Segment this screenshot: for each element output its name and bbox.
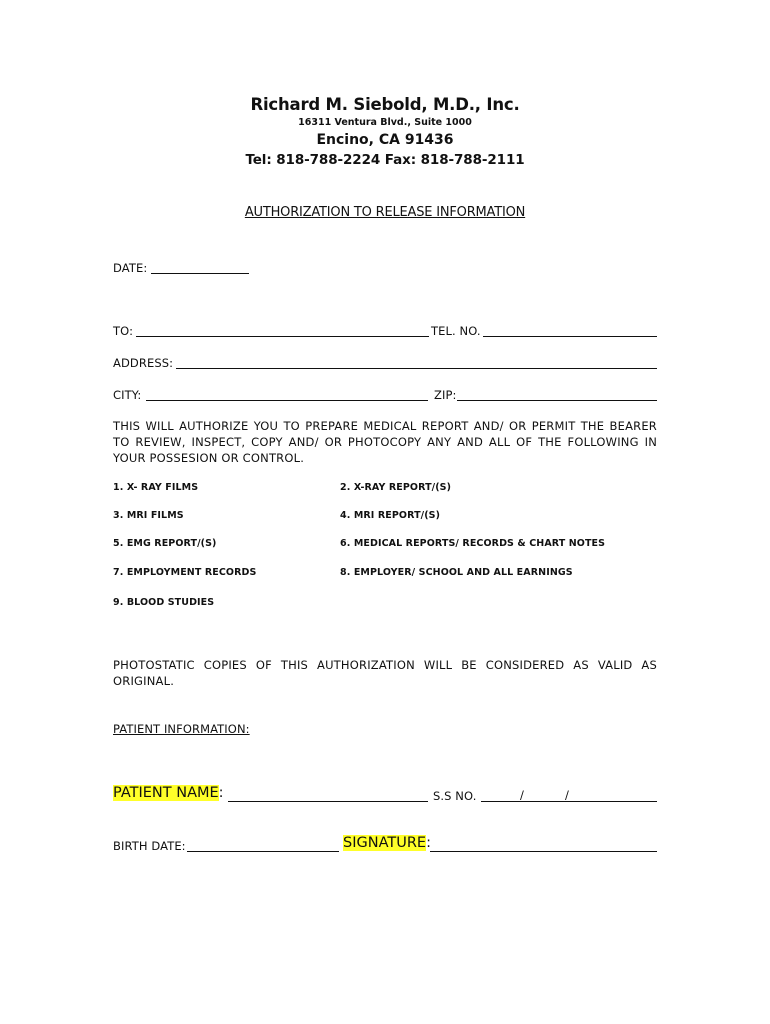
list-item: 1. X- RAY FILMS (113, 482, 199, 493)
tel-label: TEL. NO. (431, 324, 481, 338)
zip-label: ZIP: (434, 388, 457, 402)
authorization-paragraph: THIS WILL AUTHORIZE YOU TO PREPARE MEDICAL REPORT AND/ OR PERMIT THE BEARER TO REVIEW, INSPECT, COPY AND/ OR PHOTOCOPY ANY AND ALL OF THE FOLLOWING IN YOUR POSSESION OR CONTROL. (113, 419, 657, 465)
date-label: DATE: (113, 261, 148, 275)
org-street: 16311 Ventura Blvd., Suite 1000 (298, 117, 472, 128)
patient-name-colon: : (218, 785, 224, 801)
signature-label: SIGNATURE (343, 835, 427, 851)
birth-date-label: BIRTH DATE: (113, 839, 186, 853)
city-label: CITY: (113, 388, 142, 402)
city-field-line[interactable] (146, 400, 428, 401)
signature-field-line[interactable] (430, 851, 657, 852)
list-item: 9. BLOOD STUDIES (113, 597, 215, 608)
patient-info-heading: PATIENT INFORMATION: (113, 722, 250, 736)
list-item: 2. X-RAY REPORT/(S) (340, 482, 452, 493)
tel-field-line[interactable] (483, 336, 657, 337)
org-name: Richard M. Siebold, M.D., Inc. (250, 95, 520, 114)
ssn-separator: / (520, 788, 524, 802)
list-item: 3. MRI FILMS (113, 510, 184, 521)
list-item: 6. MEDICAL REPORTS/ RECORDS & CHART NOTES (340, 538, 606, 549)
address-field-line[interactable] (176, 368, 657, 369)
address-label: ADDRESS: (113, 356, 174, 370)
ssn-label: S.S NO. (433, 789, 477, 803)
to-field-line[interactable] (136, 336, 429, 337)
photostatic-paragraph: PHOTOSTATIC COPIES OF THIS AUTHORIZATION WILL BE CONSIDERED AS VALID AS ORIGINAL. (113, 658, 657, 688)
date-field-line[interactable] (151, 273, 249, 274)
signature-label-group (343, 835, 431, 851)
list-item: 8. EMPLOYER/ SCHOOL AND ALL EARNINGS (340, 567, 573, 578)
list-item: 7. EMPLOYMENT RECORDS (113, 567, 257, 578)
birth-date-field-line[interactable] (187, 851, 339, 852)
form-title: AUTHORIZATION TO RELEASE INFORMATION (244, 205, 526, 220)
list-item: 4. MRI REPORT/(S) (340, 510, 441, 521)
list-item: 5. EMG REPORT/(S) (113, 538, 217, 549)
ssn-field-line[interactable] (481, 801, 657, 802)
org-phone-fax: Tel: 818-788-2224 Fax: 818-788-2111 (245, 152, 525, 168)
to-label: TO: (113, 324, 134, 338)
patient-name-label-group (113, 785, 224, 801)
patient-name-field-line[interactable] (228, 801, 428, 802)
ssn-separator: / (565, 788, 569, 802)
patient-name-label: PATIENT NAME (113, 785, 219, 801)
org-city: Encino, CA 91436 (316, 132, 454, 148)
signature-colon: : (426, 835, 431, 851)
zip-field-line[interactable] (457, 400, 657, 401)
